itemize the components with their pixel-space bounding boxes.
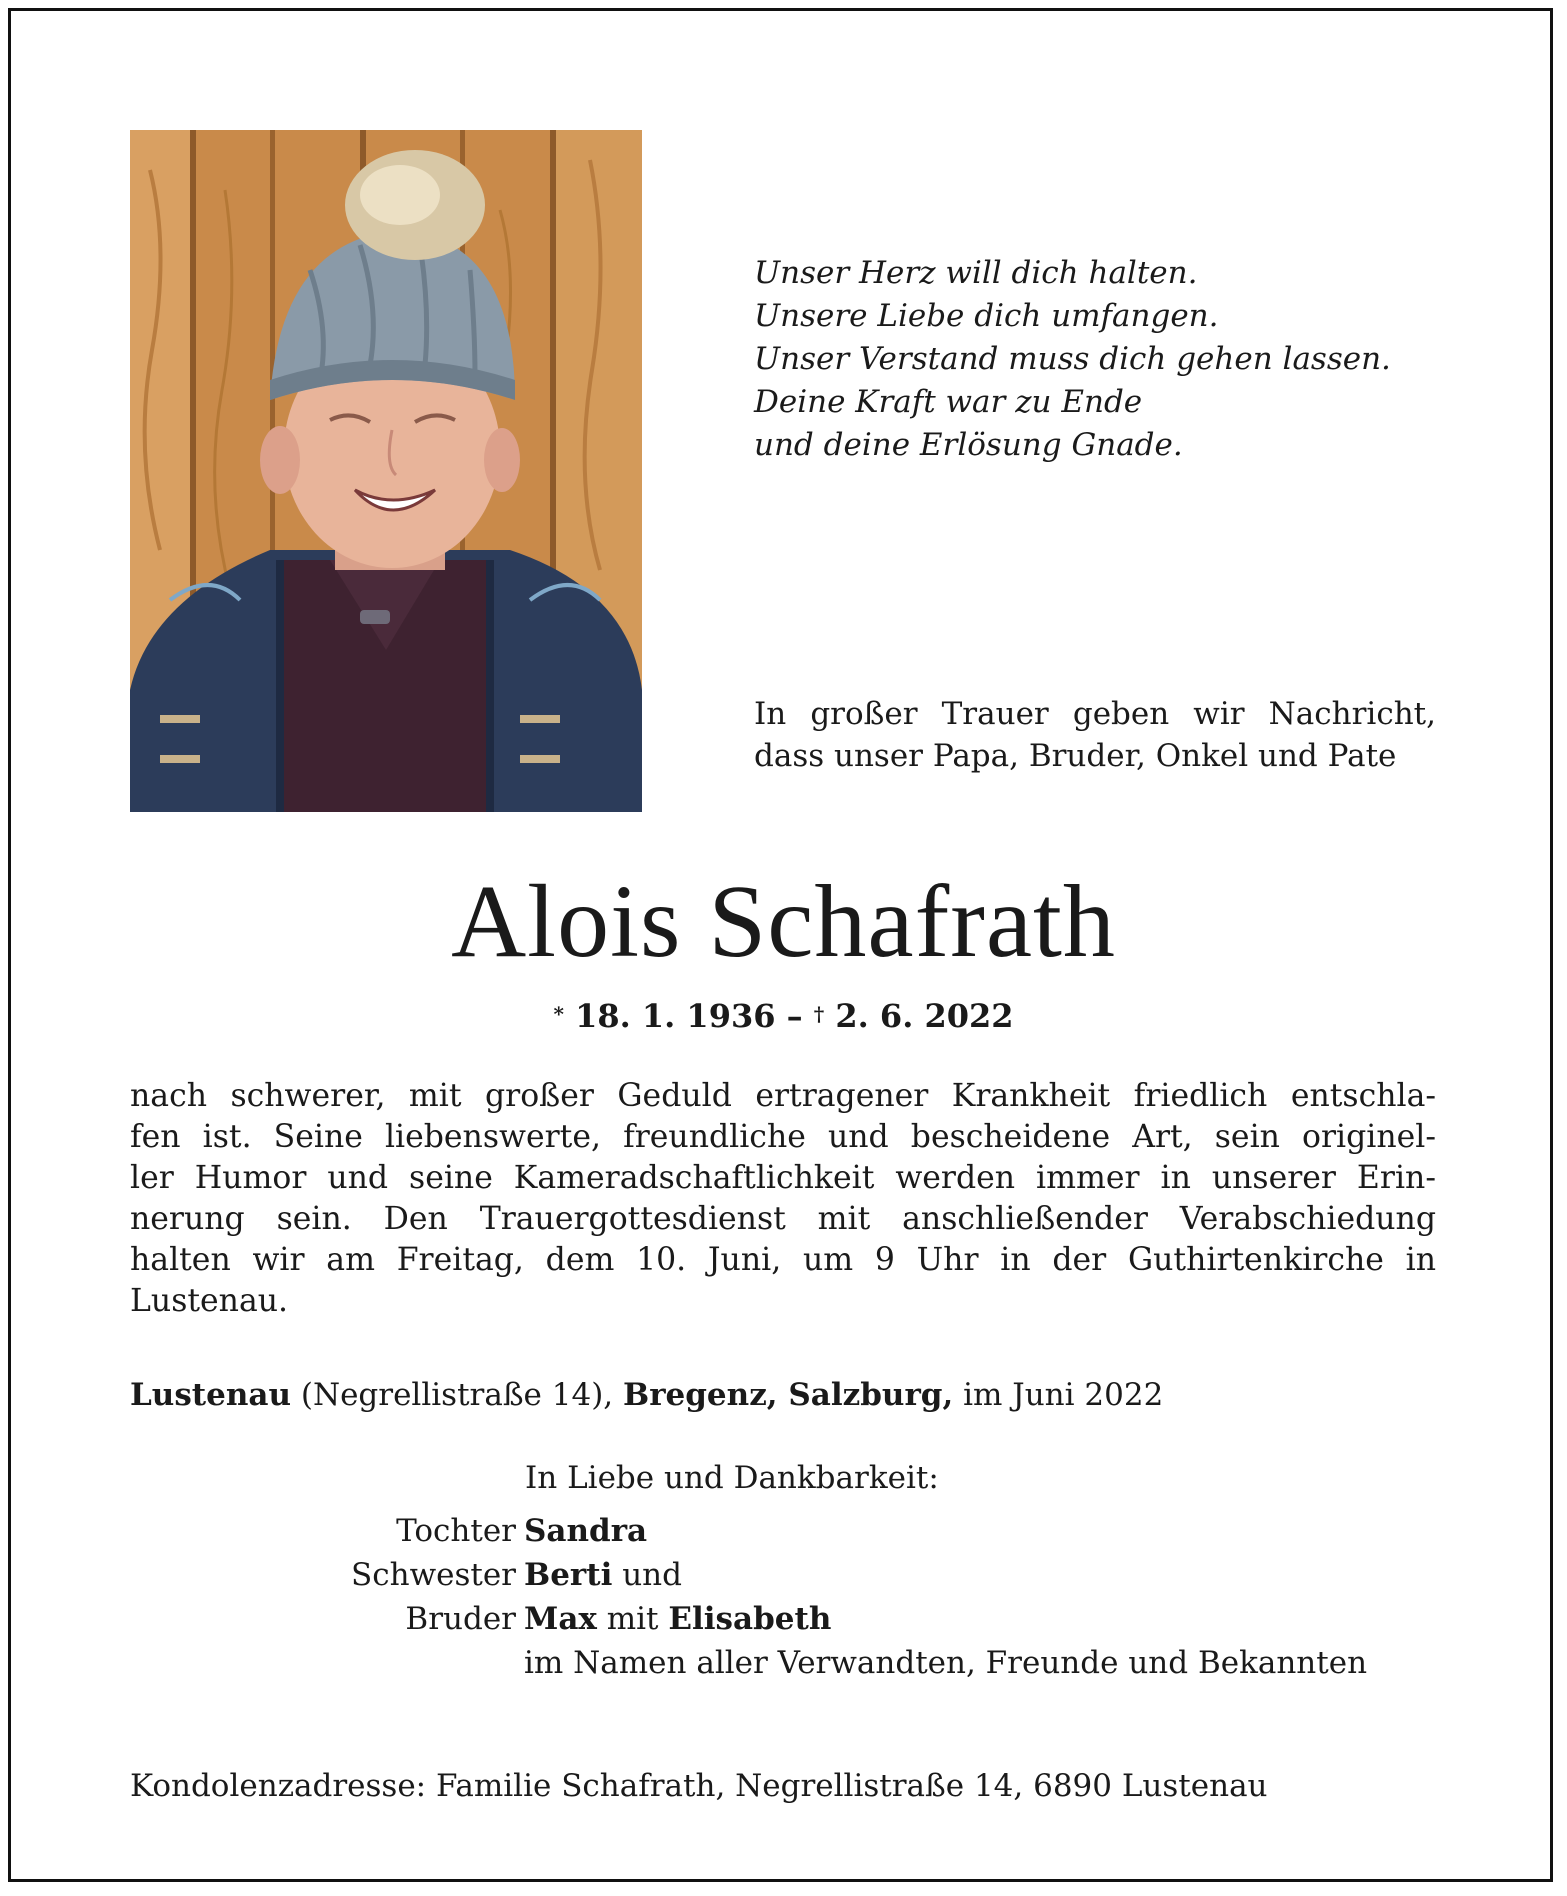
body-line: fen ist. Seine liebenswerte, freundliche und bescheidene Art, sein originel- [130, 1119, 1436, 1155]
signature-role: Bruder [405, 1601, 516, 1637]
body-paragraph [130, 1076, 1436, 1322]
poem-line: Unsere Liebe dich umfangen. [754, 298, 1219, 334]
love-line: In Liebe und Dankbarkeit: [525, 1460, 939, 1496]
body-line: nerung sein. Den Trauergottesdienst mit anschließender Verabschiedung [130, 1201, 1436, 1237]
signature-joiner: mit [596, 1601, 669, 1637]
place-secondary: Bregenz, Salzburg, [623, 1377, 954, 1413]
signature-names [524, 1553, 682, 1597]
date-separator: – [775, 997, 814, 1035]
deceased-name: Alois Schafrath [451, 864, 1116, 979]
birth-date: 18. 1. 1936 [575, 997, 776, 1035]
signature-row [300, 1509, 1440, 1553]
signature-name: Elisabeth [668, 1601, 832, 1637]
death-symbol: † [813, 1002, 825, 1026]
signature-name: Sandra [524, 1513, 648, 1549]
places-line [130, 1374, 1436, 1416]
body-line: Lustenau. [130, 1283, 289, 1319]
body-line: halten wir am Freitag, dem 10. Juni, um 9 Uhr in der Guthirtenkirche in [130, 1242, 1436, 1278]
death-date: 2. 6. 2022 [835, 997, 1014, 1035]
place-date: im Juni 2022 [953, 1377, 1164, 1413]
life-dates [0, 995, 1567, 1037]
portrait-photo [130, 130, 642, 812]
place-primary: Lustenau [130, 1377, 291, 1413]
intro-paragraph: In großer Trauer geben wir Nachricht, dass unser Papa, Bruder, Onkel und Pate [754, 696, 1436, 774]
signature-name: Berti [524, 1557, 613, 1593]
signature-name: Max [524, 1601, 597, 1637]
signature-row [300, 1553, 1440, 1597]
signatures [300, 1509, 1440, 1685]
signature-role: Tochter [396, 1513, 516, 1549]
signature-joiner: und [612, 1557, 682, 1593]
poem-line: Unser Herz will dich halten. [754, 255, 1198, 291]
birth-symbol: * [553, 1002, 564, 1026]
poem-line: Unser Verstand muss dich gehen lassen. [754, 341, 1391, 377]
body-line: ler Humor und seine Kameradschaftlichkeit werden immer in unserer Erin- [130, 1160, 1436, 1196]
poem-line: Deine Kraft war zu Ende [754, 384, 1143, 420]
signature-role: Schwester [351, 1557, 516, 1593]
signature-extra: im Namen aller Verwandten, Freunde und Bekannten [524, 1645, 1368, 1681]
place-address: (Negrellistraße 14), [291, 1377, 623, 1413]
poem [754, 252, 1474, 467]
body-line: nach schwerer, mit großer Geduld ertragener Krankheit friedlich entschla- [130, 1078, 1436, 1114]
poem-line: und deine Erlösung Gnade. [754, 427, 1183, 463]
condolence-address: Kondolenzadresse: Familie Schafrath, Negrellistraße 14, 6890 Lustenau [130, 1768, 1268, 1804]
signature-row [300, 1597, 1440, 1641]
signature-names [524, 1509, 647, 1553]
signature-names [524, 1597, 831, 1641]
